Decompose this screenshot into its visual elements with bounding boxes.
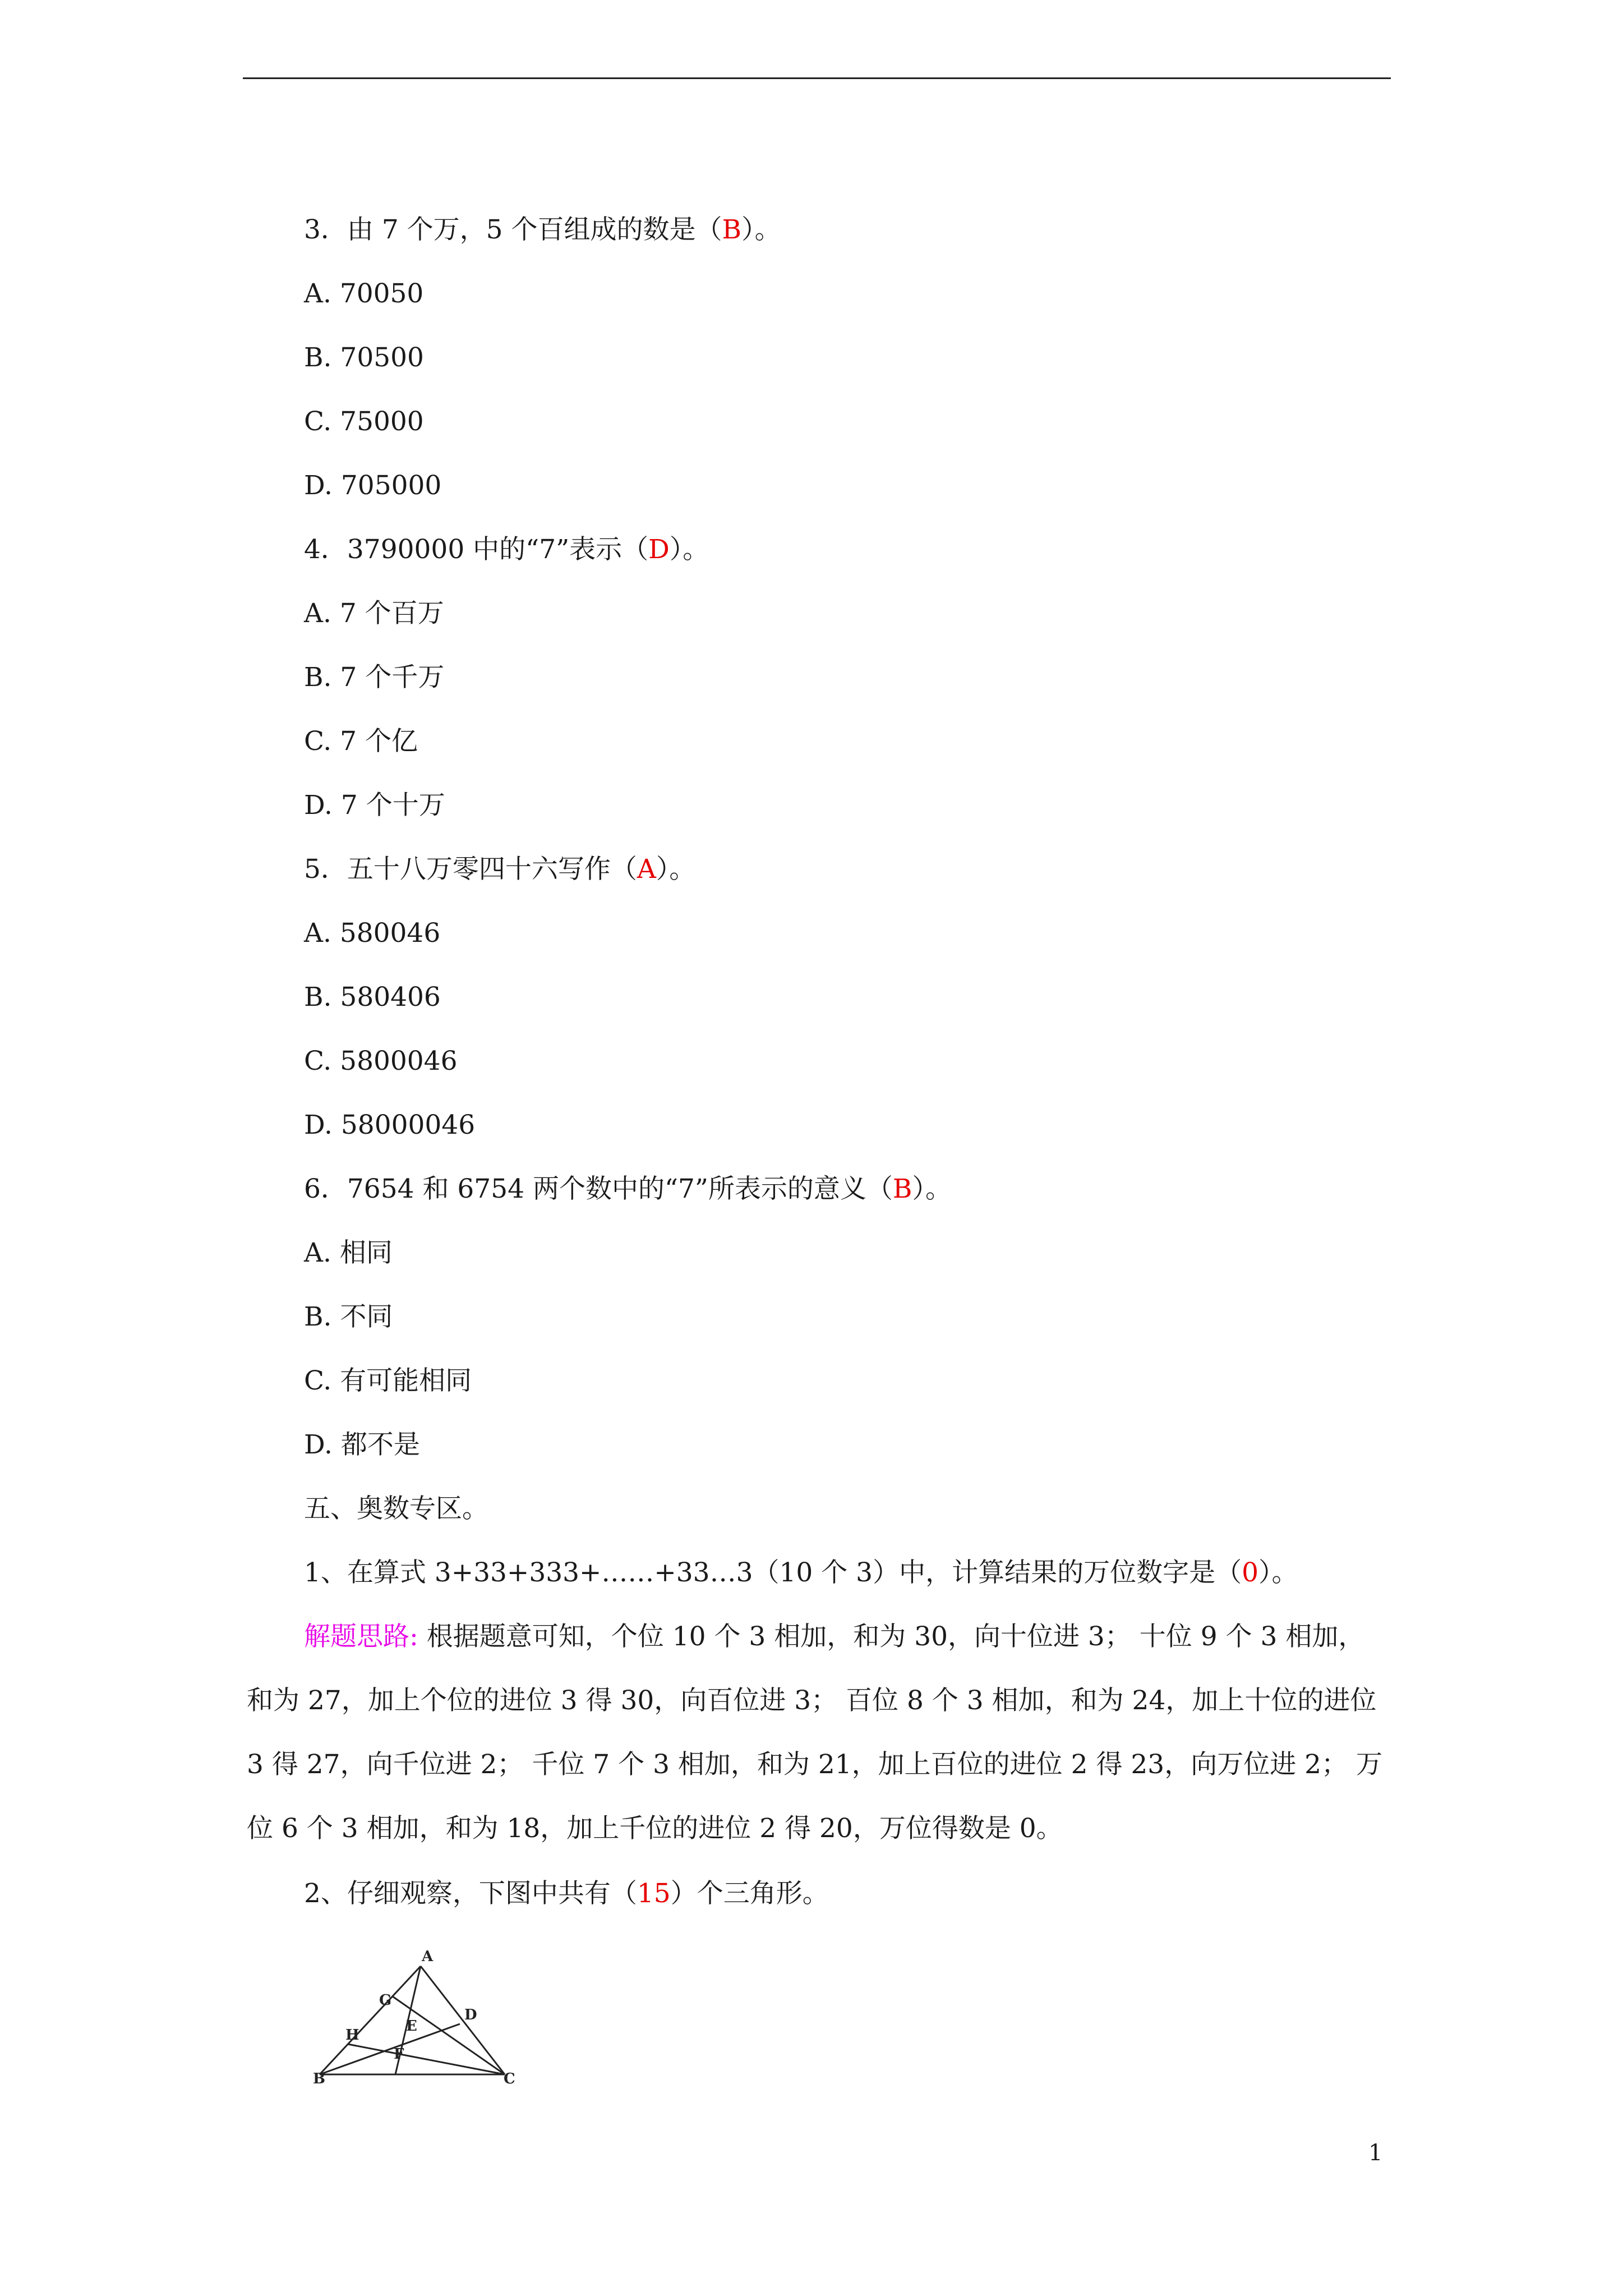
label-f: F <box>394 2046 404 2063</box>
answer-text: 0 <box>1242 1557 1258 1588</box>
option-d: D. 都不是 <box>304 1429 420 1460</box>
option-c: C. 有可能相同 <box>304 1365 472 1396</box>
option-a: A. 相同 <box>304 1237 393 1268</box>
option-a: A. 580046 <box>304 918 441 949</box>
option-b: B. 不同 <box>304 1301 393 1332</box>
answer-text: B <box>722 214 742 245</box>
label-h: H <box>345 2027 359 2044</box>
solution-label: 解题思路: <box>304 1621 418 1652</box>
option-b: B. 7 个千万 <box>304 662 445 693</box>
solution-paragraph <box>247 1605 1391 1861</box>
page-number: 1 <box>1368 2140 1383 2166</box>
label-d: D <box>464 2007 477 2023</box>
question-4-stem: 4．3790000 中的“7”表示（D）。 <box>304 534 709 565</box>
question-5-stem: 5．五十八万零四十六写作（A）。 <box>304 854 696 885</box>
option-c: C. 5800046 <box>304 1046 458 1076</box>
option-a: A. 7 个百万 <box>304 598 444 629</box>
section-title: 五、奥数专区。 <box>304 1493 488 1524</box>
option-d: D. 58000046 <box>304 1110 476 1140</box>
option-b: B. 70500 <box>304 342 424 373</box>
answer-text: A <box>637 854 656 885</box>
label-g: G <box>379 1992 392 2009</box>
label-e: E <box>406 2018 417 2035</box>
question-3-stem: 3．由 7 个万，5 个百组成的数是（B）。 <box>304 214 781 245</box>
answer-text: D <box>648 534 670 565</box>
solution-text: 根据题意可知，个位 10 个 3 相加，和为 30，向十位进 3； 十位 9 个 3 相加，和为 27，加上个位的进位 3 得 30，向百位进 3； 百位 8 个 3 相加，和为 24，加上十位的进位 3 得 27，向千位进 2； 千位 7 个 3 相加，和为 21，加上百位的进位 2 得 23，向万位进 2； 万位 6 个 3 相加，和为 18，加上千位的进位 2 得 20，万位得数是 0。 <box>247 1621 1382 1844</box>
option-a: A. 70050 <box>304 278 424 309</box>
option-c: C. 75000 <box>304 406 424 437</box>
question-6-stem: 6．7654 和 6754 两个数中的“7”所表示的意义（B）。 <box>304 1174 952 1204</box>
olympiad-question-2: 2、仔细观察，下图中共有（15）个三角形。 <box>304 1878 829 1909</box>
olympiad-question-1: 1、在算式 3+33+333+……+33…3（10 个 3）中，计算结果的万位数字是（0）。 <box>304 1557 1298 1588</box>
header-rule <box>243 77 1391 79</box>
option-c: C. 7 个亿 <box>304 726 418 757</box>
label-a: A <box>422 1948 434 1965</box>
label-b: B <box>313 2070 325 2087</box>
answer-text: 15 <box>637 1878 671 1909</box>
option-b: B. 580406 <box>304 982 441 1013</box>
answer-text: B <box>892 1174 912 1204</box>
triangle-figure <box>303 1941 527 2092</box>
label-c: C <box>504 2070 515 2087</box>
option-d: D. 7 个十万 <box>304 790 445 821</box>
option-d: D. 705000 <box>304 470 442 501</box>
